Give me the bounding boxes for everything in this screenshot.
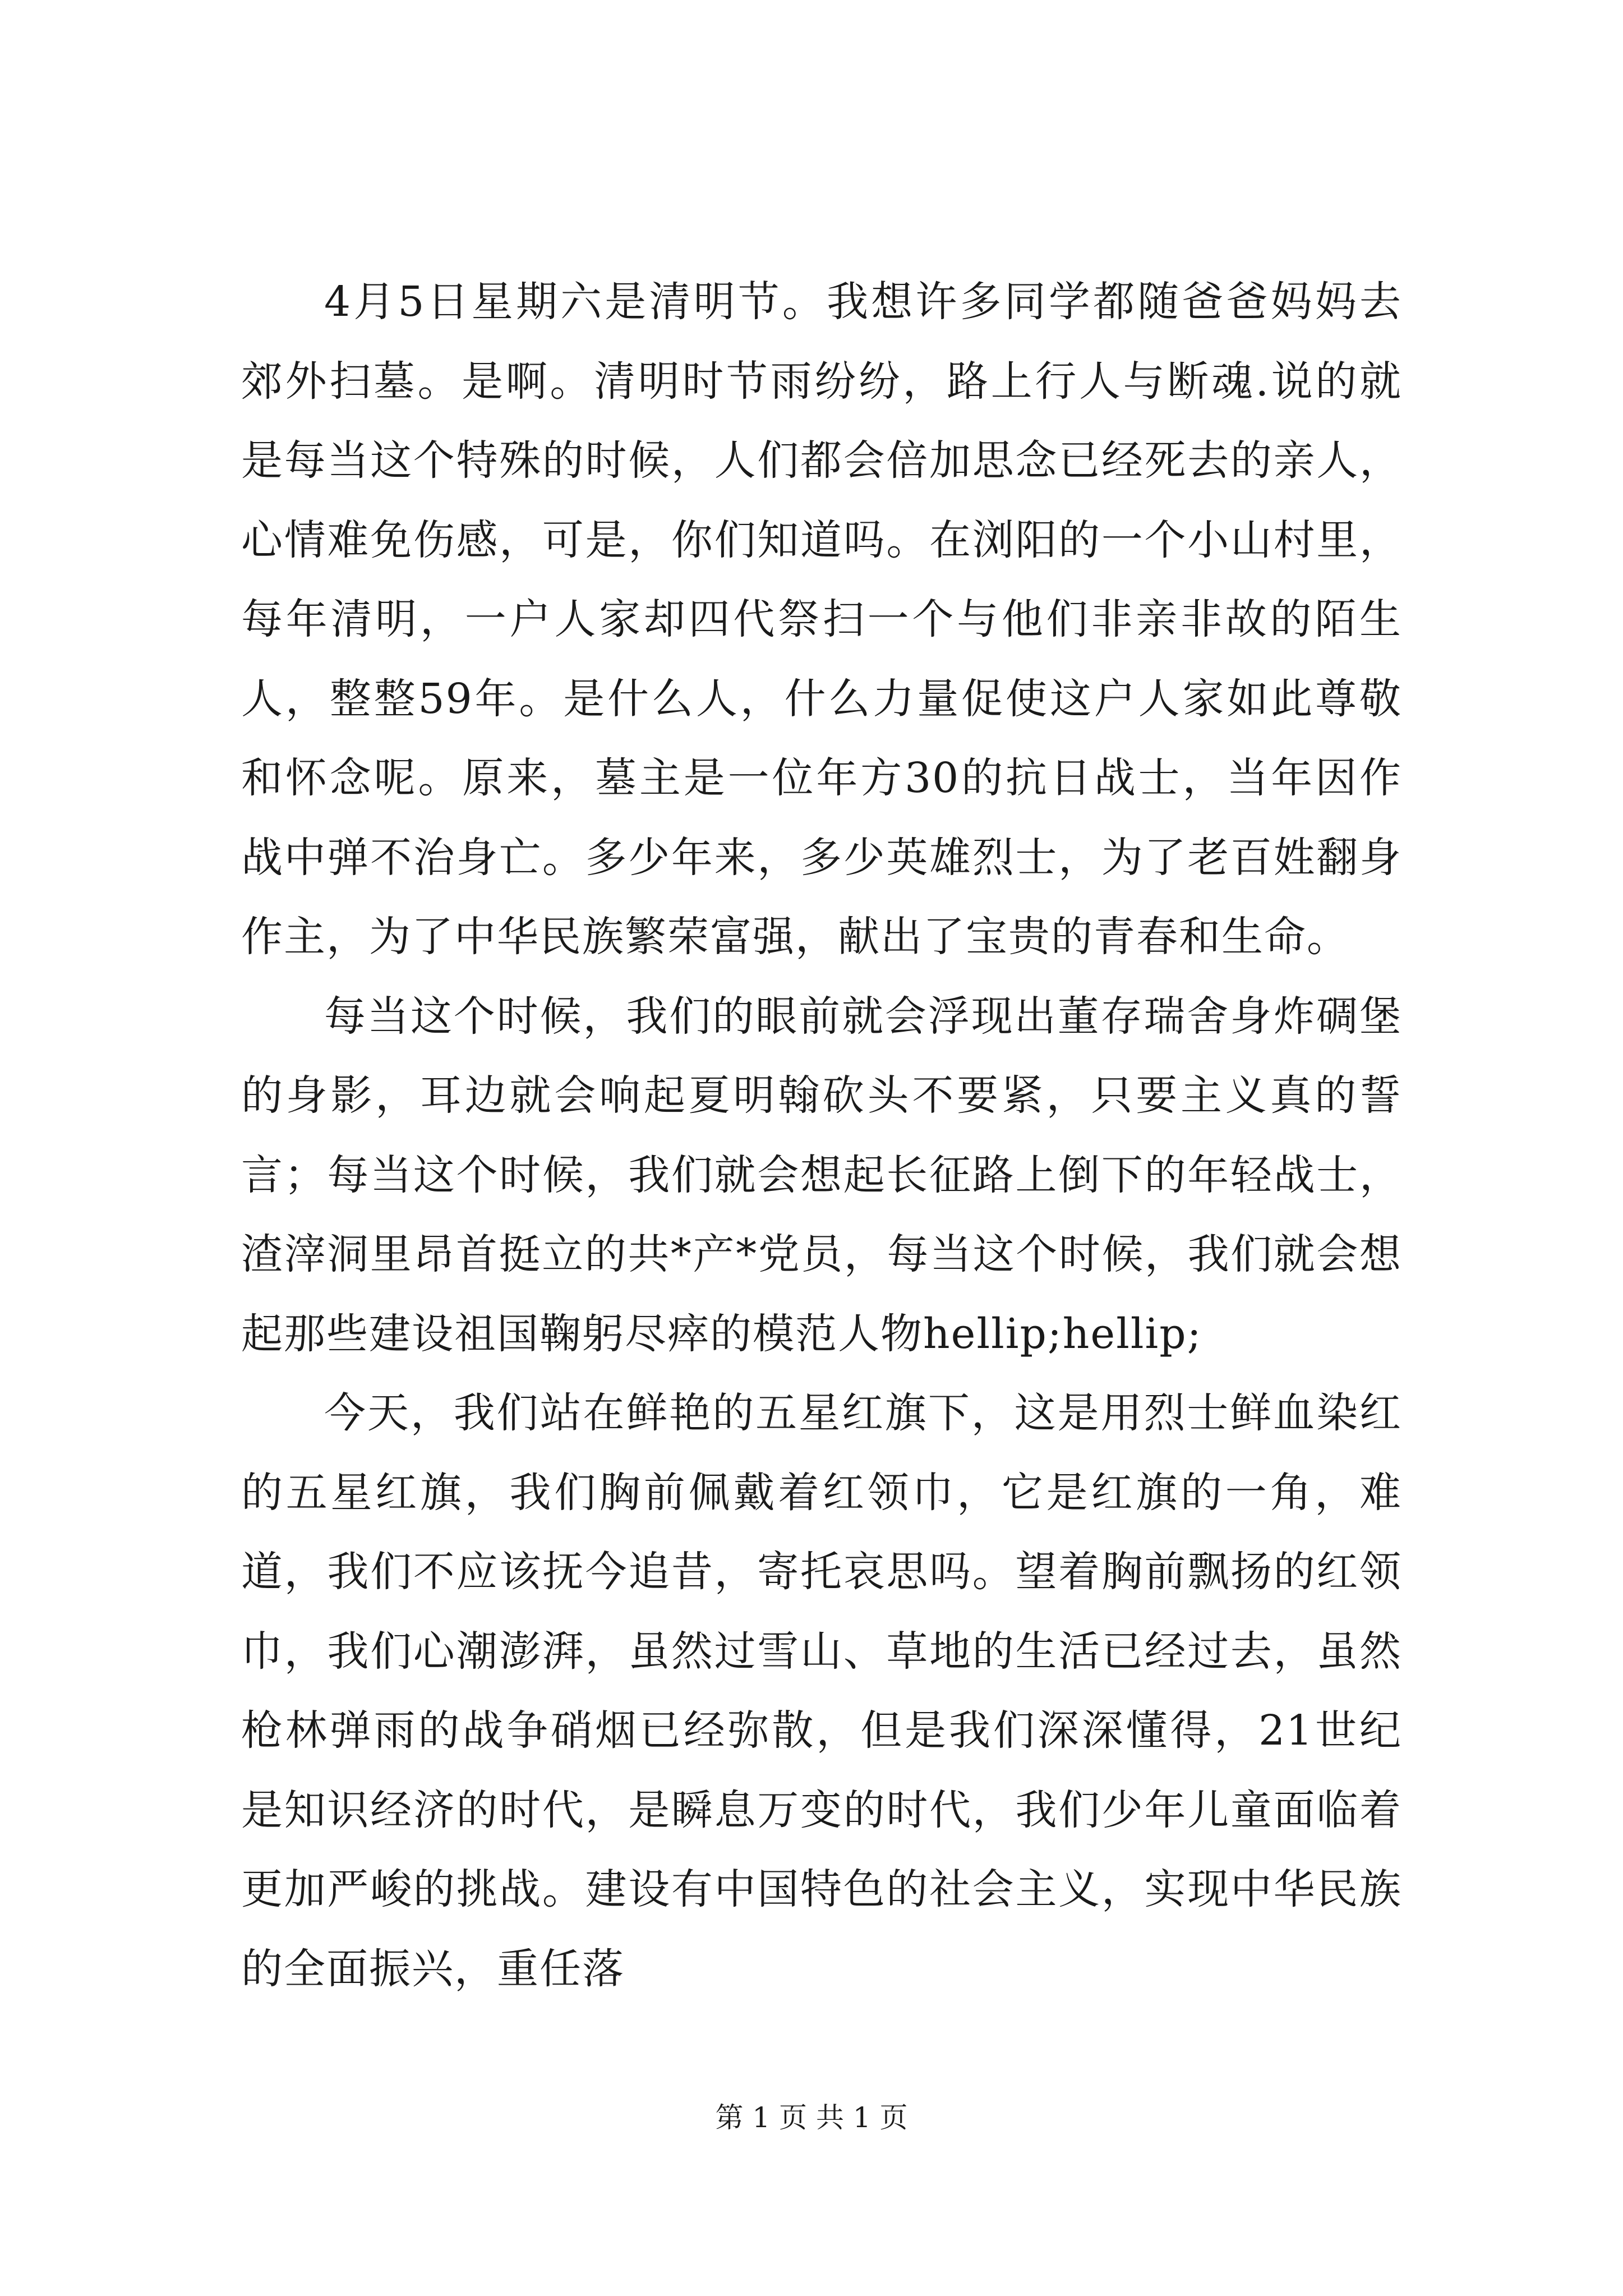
paragraph-1: 4月5日星期六是清明节。我想许多同学都随爸爸妈妈去郊外扫墓。是啊。清明时节雨纷纷，路上行人与断魂.说的就是每当这个特殊的时候，人们都会倍加思念已经死去的亲人，心情难免伤感，可是，你们知道吗。在浏阳的一个小山村里，每年清明，一户人家却四代祭扫一个与他们非亲非故的陌生人，整整59年。是什么人，什么力量促使这户人家如此尊敬和怀念呢。原来，墓主是一位年方30的抗日战士，当年因作战中弹不治身亡。多少年来，多少英雄烈士，为了老百姓翻身作主，为了中华民族繁荣富强，献出了宝贵的青春和生命。 [241,278,1402,961]
paragraph-2: 每当这个时候，我们的眼前就会浮现出董存瑞舍身炸碉堡的身影，耳边就会响起夏明翰砍头不要紧，只要主义真的誓言；每当这个时候，我们就会想起长征路上倒下的年轻战士，渣滓洞里昂首挺立的共*产*党员，每当这个时候，我们就会想起那些建设祖国鞠躬尽瘁的模范人物hellip;hellip; [241,992,1402,1358]
document-body [241,263,1402,2009]
page-footer: 第 1 页 共 1 页 [715,2101,908,2134]
paragraph-3: 今天，我们站在鲜艳的五星红旗下，这是用烈士鲜血染红的五星红旗，我们胸前佩戴着红领巾，它是红旗的一角，难道，我们不应该抚今追昔，寄托哀思吗。望着胸前飘扬的红领巾，我们心潮澎湃，虽然过雪山、草地的生活已经过去，虽然枪林弹雨的战争硝烟已经弥散，但是我们深深懂得，21世纪是知识经济的时代，是瞬息万变的时代，我们少年儿童面临着更加严峻的挑战。建设有中国特色的社会主义，实现中华民族的全面振兴，重任落 [241,1389,1402,1993]
